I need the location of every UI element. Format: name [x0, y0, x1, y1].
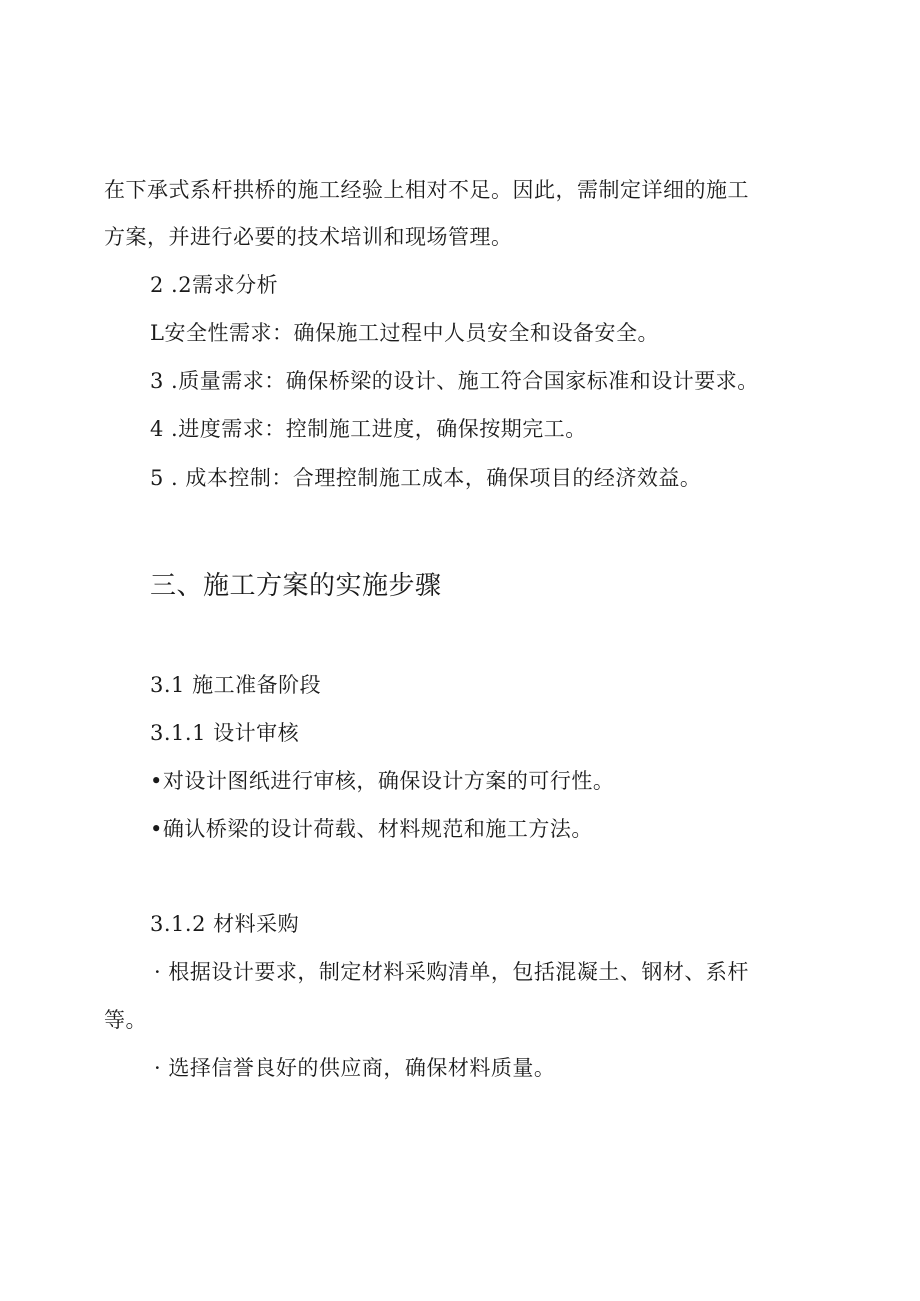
requirement-item-schedule: 4 .进度需求：控制施工进度，确保按期完工。: [150, 417, 587, 441]
section-3-1-2-title: 3.1.2 材料采购: [150, 912, 300, 936]
procurement-bullet-1-line-2: 等。: [104, 1008, 147, 1032]
section-2-2-title: 2 .2需求分析: [150, 273, 279, 297]
section-3-heading: 三、施工方案的实施步骤: [150, 571, 442, 601]
procurement-bullet-1-line-1: · 根据设计要求，制定材料采购清单，包括混凝土、钢材、系杆: [154, 960, 749, 984]
intro-paragraph-line-2: 方案，并进行必要的技术培训和现场管理。: [104, 225, 513, 249]
section-3-1-1-title: 3.1.1 设计审核: [150, 721, 300, 745]
procurement-bullet-2: · 选择信誉良好的供应商，确保材料质量。: [154, 1056, 556, 1080]
requirement-item-safety: L安全性需求：确保施工过程中人员安全和设备安全。: [150, 321, 659, 345]
section-3-1-title: 3.1 施工准备阶段: [150, 673, 322, 697]
requirement-item-cost: 5 . 成本控制：合理控制施工成本，确保项目的经济效益。: [150, 466, 702, 490]
design-review-bullet-1: •对设计图纸进行审核，确保设计方案的可行性。: [150, 769, 615, 793]
requirement-item-quality: 3 .质量需求：确保桥梁的设计、施工符合国家标准和设计要求。: [150, 369, 759, 393]
design-review-bullet-2: •确认桥梁的设计荷载、材料规范和施工方法。: [150, 817, 593, 841]
intro-paragraph-line-1: 在下承式系杆拱桥的施工经验上相对不足。因此，需制定详细的施工: [104, 178, 749, 202]
